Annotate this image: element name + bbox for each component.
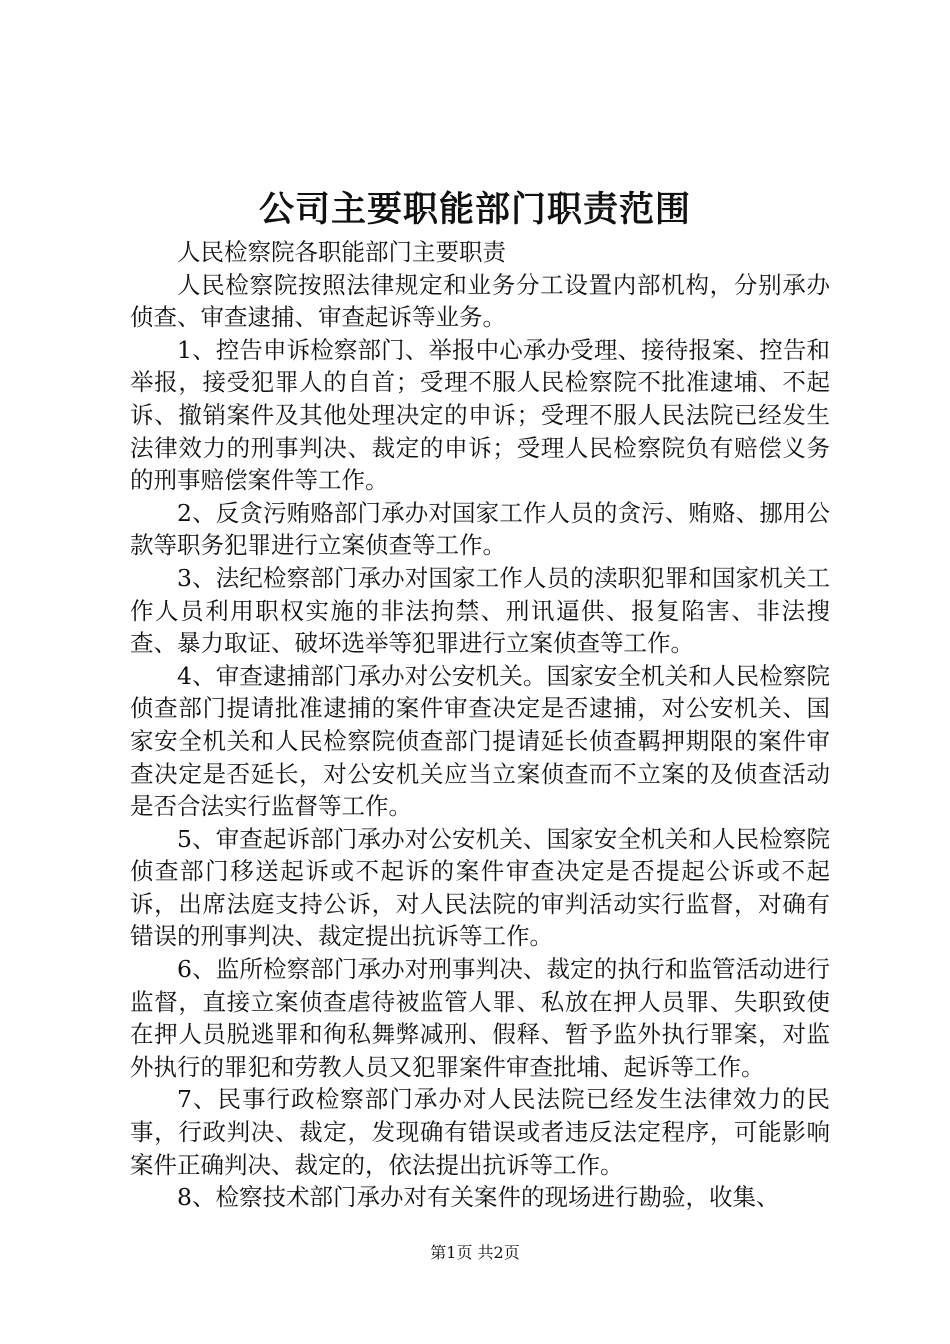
document-title: 公司主要职能部门职责范围: [258, 189, 691, 230]
paragraph-intro: 人民检察院按照法律规定和业务分工设置内部机构，分别承办侦查、审查逮捕、审查起诉等业务。: [130, 270, 830, 332]
paragraph-heading: 人民检察院各职能部门主要职责: [177, 238, 506, 266]
paragraph-item-2: 2、反贪污贿赂部门承办对国家工作人员的贪污、贿赂、挪用公款等职务犯罪进行立案侦查等工作。: [130, 498, 830, 560]
document-body: [130, 236, 830, 1214]
paragraph-item-6: 6、监所检察部门承办对刑事判决、裁定的执行和监管活动进行监督，直接立案侦查虐待被监管人罪、私放在押人员罪、失职致使在押人员脱逃罪和徇私舞弊减刑、假释、暂予监外执行罪案，对监外执行的罪犯和劳教人员又犯罪案件审查批埔、起诉等工作。: [130, 955, 830, 1081]
paragraph-item-3: 3、法纪检察部门承办对国家工作人员的渎职犯罪和国家机关工作人员利用职权实施的非法拘禁、刑讯逼供、报复陷害、非法搜查、暴力取证、破坏选举等犯罪进行立案侦查等工作。: [130, 563, 830, 658]
paragraph-item-5: 5、审查起诉部门承办对公安机关、国家安全机关和人民检察院侦查部门移送起诉或不起诉的案件审查决定是否提起公诉或不起诉，出席法庭支持公诉，对人民法院的审判活动实行监督，对确有错误的刑事判决、裁定提出抗诉等工作。: [130, 824, 830, 951]
paragraph-item-4: 4、审查逮捕部门承办对公安机关。国家安全机关和人民检察院侦查部门提请批准逮捕的案件审查决定是否逮捕，对公安机关、国家安全机关和人民检察院侦查部门提请延长侦查羁押期限的案件审查决定是否延长，对公安机关应当立案侦查而不立案的及侦查活动是否合法实行监督等工作。: [130, 661, 830, 821]
paragraph-item-8: 8、检察技术部门承办对有关案件的现场进行勘验，收集、: [177, 1183, 780, 1212]
page-number: 第1页 共2页: [430, 1243, 520, 1262]
paragraph-item-7: 7、民事行政检察部门承办对人民法院已经发生法律效力的民事，行政判决、裁定，发现确有错误或者违反法定程序，可能影响案件正确判决、裁定的，依法提出抗诉等工作。: [130, 1085, 830, 1179]
paragraph-item-1: 1、控告申诉检察部门、举报中心承办受理、接待报案、控告和举报，接受犯罪人的自首；受理不服人民检察院不批准逮埔、不起诉、撤销案件及其他处理决定的申诉；受理不服人民法院已经发生法律效力的刑事判决、裁定的申诉；受理人民检察院负有赔偿义务的刑事赔偿案件等工作。: [130, 335, 830, 495]
